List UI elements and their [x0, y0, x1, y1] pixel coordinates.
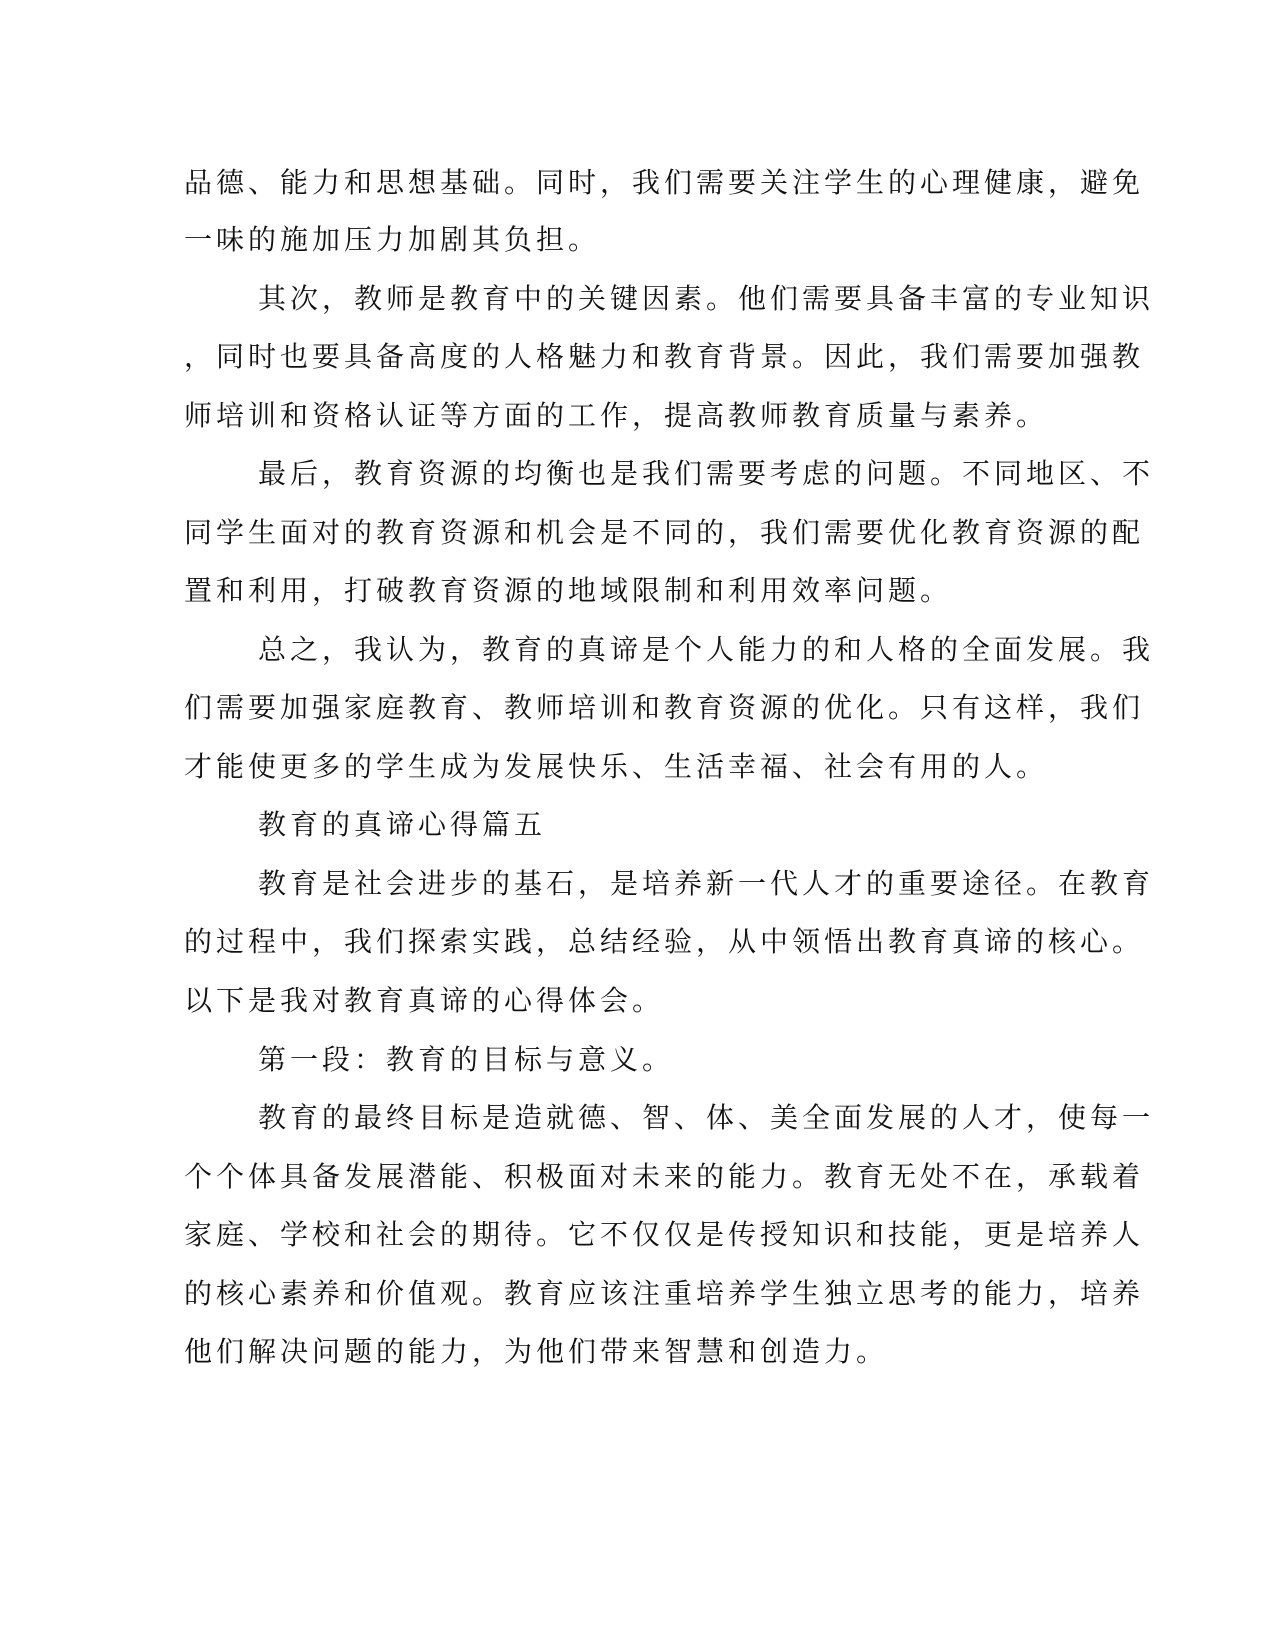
text-line: 教育的最终目标是造就德、智、体、美全面发展的人才，使每一 [258, 1101, 1155, 1134]
text-line: 最后，教育资源的均衡也是我们需要考虑的问题。不同地区、不 [258, 457, 1155, 490]
text-line: 总之，我认为，教育的真谛是个人能力的和人格的全面发展。我 [258, 633, 1155, 666]
text-line: 们需要加强家庭教育、教师培训和教育资源的优化。只有这样，我们 [184, 691, 1145, 724]
text-line: 以下是我对教育真谛的心得体会。 [184, 984, 665, 1017]
text-line: 师培训和资格认证等方面的工作，提高教师教育质量与素养。 [184, 399, 1049, 432]
text-line: 教育是社会进步的基石，是培养新一代人才的重要途径。在教育 [258, 867, 1155, 900]
text-line: 才能使更多的学生成为发展快乐、生活幸福、社会有用的人。 [184, 750, 1049, 783]
paragraph-heading: 第一段：教育的目标与意义。 [258, 1043, 675, 1076]
text-line: 同学生面对的教育资源和机会是不同的，我们需要优化教育资源的配 [184, 516, 1145, 549]
text-line: 置和利用，打破教育资源的地域限制和利用效率问题。 [184, 574, 953, 607]
text-line: 一味的施加压力加剧其负担。 [184, 223, 601, 256]
text-line: ，同时也要具备高度的人格魅力和教育背景。因此，我们需要加强教 [184, 340, 1145, 373]
text-line: 品德、能力和思想基础。同时，我们需要关注学生的心理健康，避免 [184, 166, 1145, 199]
text-line: 家庭、学校和社会的期待。它不仅仅是传授知识和技能，更是培养人 [184, 1218, 1145, 1251]
text-line: 的过程中，我们探索实践，总结经验，从中领悟出教育真谛的核心。 [184, 925, 1145, 958]
text-line: 个个体具备发展潜能、积极面对未来的能力。教育无处不在，承载着 [184, 1160, 1145, 1193]
text-line: 的核心素养和价值观。教育应该注重培养学生独立思考的能力，培养 [184, 1277, 1145, 1310]
text-line: 其次，教师是教育中的关键因素。他们需要具备丰富的专业知识 [258, 282, 1155, 315]
section-heading: 教育的真谛心得篇五 [258, 808, 547, 841]
text-line: 他们解决问题的能力，为他们带来智慧和创造力。 [184, 1335, 889, 1368]
